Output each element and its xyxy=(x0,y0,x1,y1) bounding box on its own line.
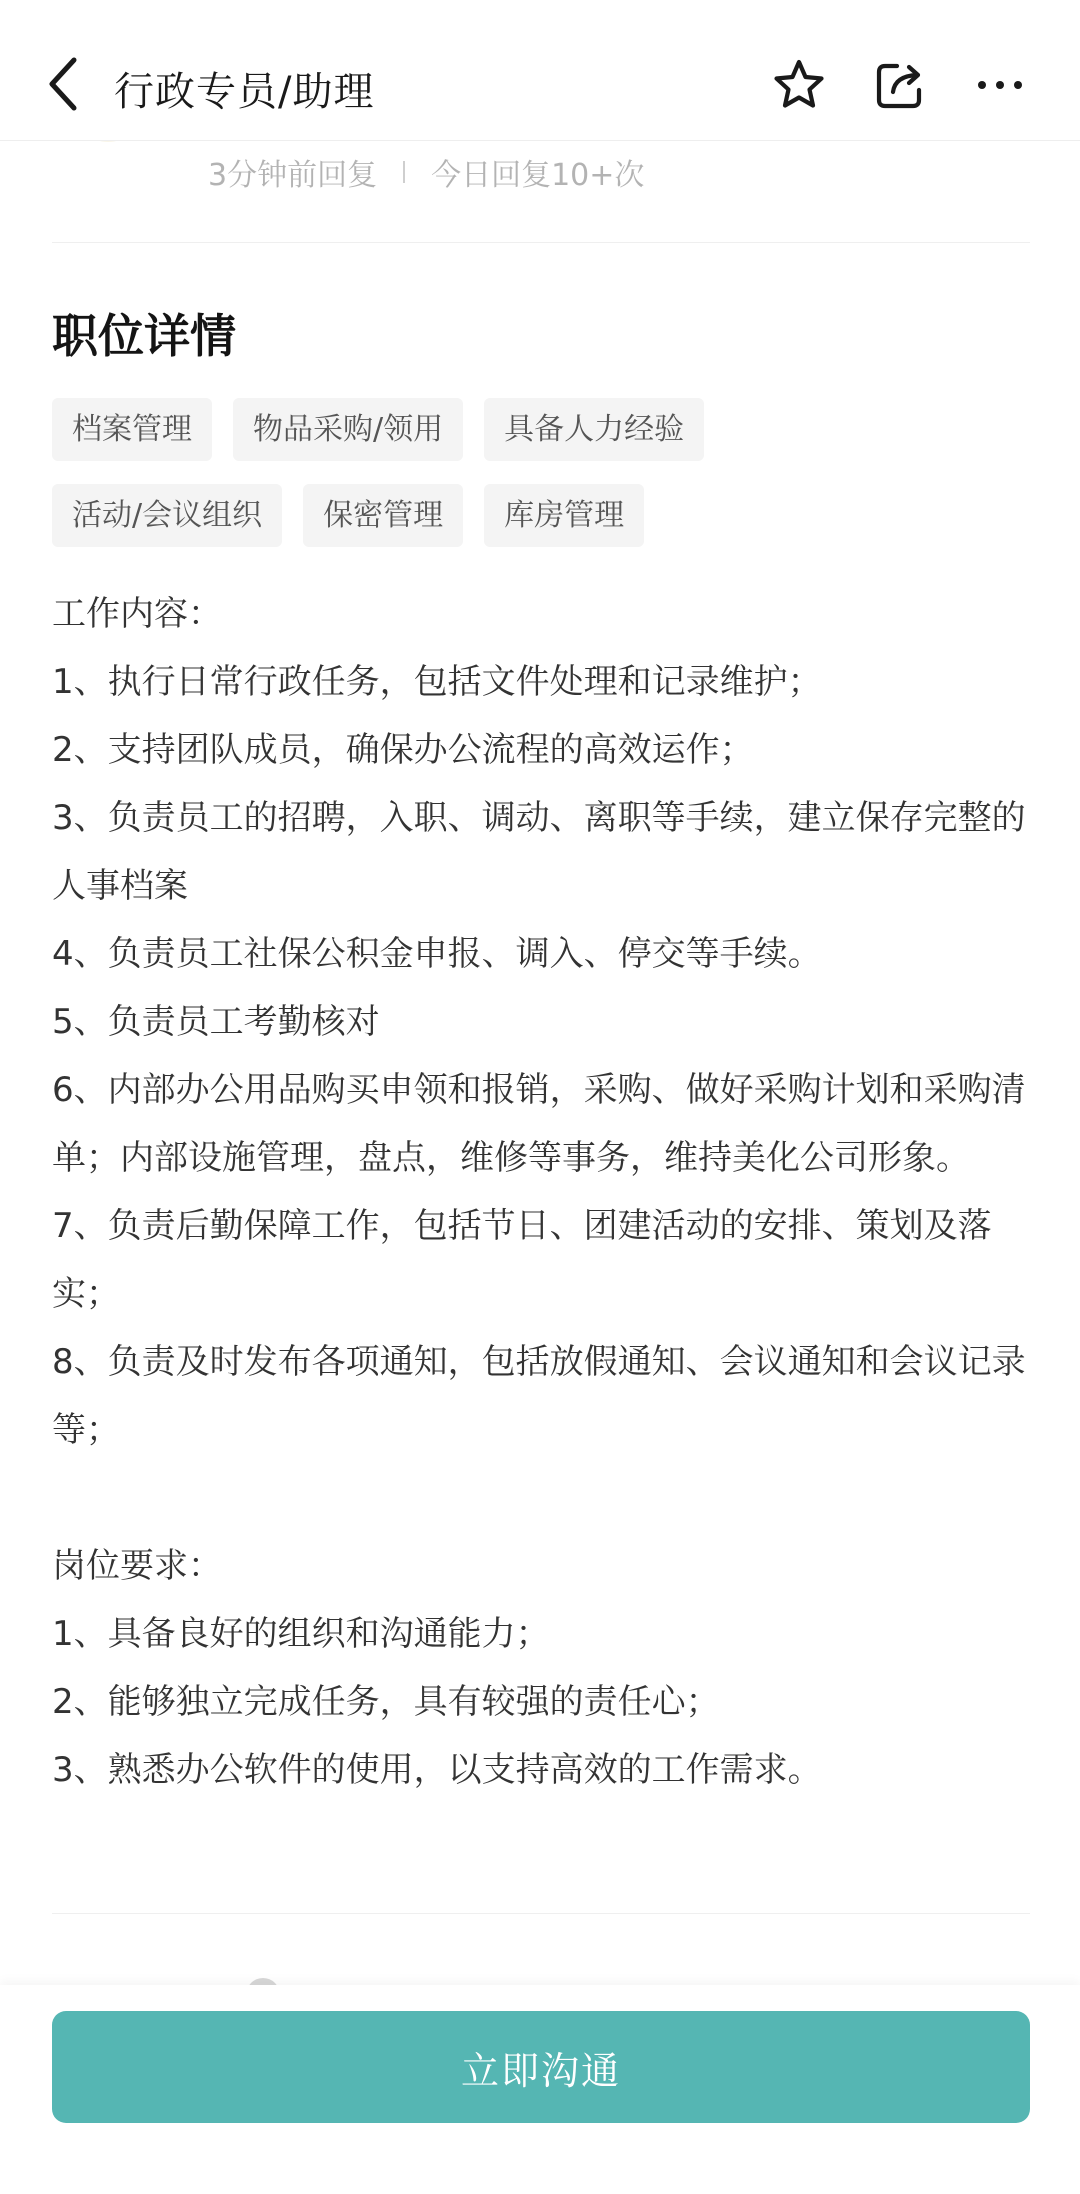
chat-now-button[interactable]: 立即沟通 xyxy=(52,2011,1030,2123)
more-button[interactable] xyxy=(973,58,1027,112)
job-tag: 活动/会议组织 xyxy=(52,484,282,547)
reply-count: 今日回复10+次 xyxy=(431,158,645,193)
job-tag: 物品采购/领用 xyxy=(233,398,463,461)
reply-separator xyxy=(403,161,405,183)
reply-time: 3分钟前回复 xyxy=(208,158,378,193)
star-outline-icon xyxy=(772,58,826,112)
chevron-left-icon xyxy=(44,54,84,114)
section-divider xyxy=(52,1913,1030,1914)
job-details-title: 职位详情 xyxy=(52,309,236,363)
bottom-action-bar xyxy=(0,1985,1080,2194)
job-description: 工作内容： 1、执行日常行政任务，包括文件处理和记录维护； 2、支持团队成员，确保办公流程的高效运作； 3、负责员工的招聘，入职、调动、离职等手续，建立保存完整的人事档案 4、负责员工社保公积金申报、调入、停交等手续。 5、负责员工考勤核对 6、内部办公用品购买申领和报销，采购、做好采购计划和采购清单；内部设施管理，盘点，维修等事务，维持美化公司形象。 7、负责后勤保障工作，包括节日、团建活动的安排、策划及落实； 8、负责及时发布各项通知，包括放假通知、会议通知和会议记录等； 岗位要求： 1、具备良好的组织和沟通能力； 2、能够独立完成任务，具有较强的责任心； 3、熟悉办公软件的使用，以支持高效的工作需求。 xyxy=(52,594,1026,1790)
section-divider xyxy=(52,242,1030,243)
job-tag: 保密管理 xyxy=(303,484,463,547)
job-tag: 具备人力经验 xyxy=(484,398,704,461)
job-tag: 档案管理 xyxy=(52,398,212,461)
share-button[interactable] xyxy=(873,58,927,112)
share-icon xyxy=(873,58,927,112)
recruiter-reply-info xyxy=(208,150,644,194)
job-tags xyxy=(52,398,1032,570)
favorite-button[interactable] xyxy=(772,58,826,112)
job-tag: 库房管理 xyxy=(484,484,644,547)
more-dots-icon xyxy=(973,58,1027,112)
back-button[interactable] xyxy=(44,54,84,114)
top-navbar xyxy=(0,0,1080,141)
tag-row xyxy=(52,398,1032,461)
tag-row xyxy=(52,484,1032,547)
page-title: 行政专员/助理 xyxy=(114,69,375,115)
